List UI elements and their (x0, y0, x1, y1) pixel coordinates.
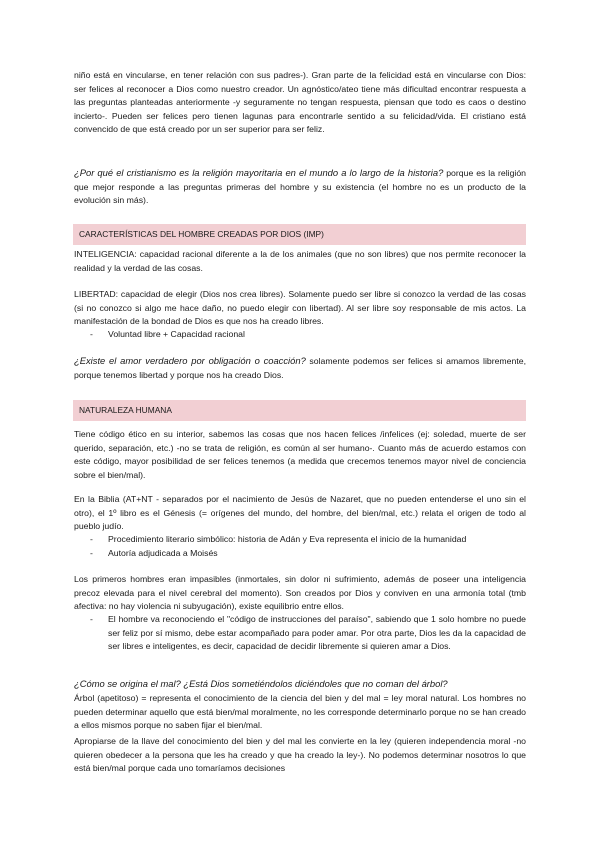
intro-paragraph: niño está en vincularse, en tener relación con sus padres-). Gran parte de la felicidad está en vincularse con Dios: ser felices al reconocer a Dios como nuestro creador. Un agnóstico/ateo tiene más dificultad encontrar respuesta a las preguntas planteadas anteriormente -y seguramente no tengan respuesta, piensan que todo es caos o destino incierto-. Pueden ser felices pero tienen lagunas para encontrarle sentido a su felicidad/vida. El cristiano está convencido de que está creado por un ser superior para ser feliz. (74, 70, 526, 135)
question-text: ¿Existe el amor verdadero por obligación o coacción? (74, 355, 306, 366)
list-item: - Autoría adjudicada a Moisés (74, 547, 526, 561)
bullet-list-1 (74, 328, 526, 342)
answer-text: porque es la religión que mejor responde a las preguntas primeras del hombre y su existencia (el hombre no es un producto de la evolución sin más). (74, 168, 526, 206)
list-item: - El hombre va reconociendo el "código de instrucciones del paraíso", sabiendo que 1 solo hombre no puede ser feliz por sí mismo, debe estar acompañado para poder amar. Por otra parte, Dios les da la capacidad de ser libres e inteligentes, es decir, capacidad de decidir libremente si quieren amar a Dios. (74, 613, 526, 654)
question-paragraph-2 (74, 354, 526, 382)
bullet-list-3 (74, 613, 526, 654)
question-heading-3: ¿Cómo se origina el mal? ¿Está Dios sometiéndolos diciéndoles que no coman del árbol? (74, 678, 448, 689)
question-paragraph-1 (74, 166, 526, 208)
bullet-list-2 (74, 533, 526, 560)
section-heading-caracteristicas: CARACTERÍSTICAS DEL HOMBRE CREADAS POR DIOS (IMP) (73, 224, 526, 245)
naturaleza-paragraph-1: Tiene código ético en su interior, sabemos las cosas que nos hacen felices /infelices (ej: soledad, muerte de ser querido, separación, etc.) -no se trata de religión, es común al ser humano-. Cuanto más de acuerdo estamos con este código, mayor posibilidad de ser felices tenemos (a medida que crecemos tenemos mayor nivel de conciencia sobre el bien/mal). (74, 429, 526, 480)
libertad-paragraph: LIBERTAD: capacidad de elegir (Dios nos crea libres). Solamente puedo ser libre si conozco la verdad de las cosas (si no conozco si algo me hace daño, no puedo elegir con libertad). Al ser libre soy responsable de mis actos. La manifestación de la bondad de Dios es que nos ha creado libres. (74, 289, 526, 327)
arbol-paragraph: Árbol (apetitoso) = representa el conocimiento de la ciencia del bien y del mal = ley moral natural. Los hombres no pueden determinar aquello que está bien/mal moralmente, no les corresponde determinarlo porque no se han creado a ellos mismos porque no saben fijar el bien/mal. (74, 693, 526, 731)
biblia-paragraph: En la Biblia (AT+NT - separados por el nacimiento de Jesús de Nazaret, que no pueden entenderse el uno sin el otro), el 1º libro es el Génesis (= orígenes del mundo, del hombre, del bien/mal, etc.) relata el origen de todo al pueblo judío. (74, 494, 526, 532)
llave-paragraph: Apropiarse de la llave del conocimiento del bien y del mal les convierte en la ley (quieren independencia moral -no quieren obedecer a la persona que les ha creado y que ha creado la ley-). No podemos determinar nosotros lo que está bien/mal porque cada uno tomaríamos decisiones (74, 736, 526, 774)
list-item: - Voluntad libre + Capacidad racional (74, 328, 526, 342)
inteligencia-paragraph: INTELIGENCIA: capacidad racional diferente a la de los animales (que no son libres) que nos permite reconocer la realidad y la verdad de las cosas. (74, 249, 526, 273)
section-heading-naturaleza: NATURALEZA HUMANA (73, 400, 526, 421)
question-text: ¿Por qué el cristianismo es la religión mayoritaria en el mundo a lo largo de la historia? (74, 167, 444, 178)
list-item: - Procedimiento literario simbólico: historia de Adán y Eva representa el inicio de la humanidad (74, 533, 526, 547)
primeros-hombres-paragraph: Los primeros hombres eran impasibles (inmortales, sin dolor ni sufrimiento, además de poseer una inteligencia precoz elevada para el nivel cerebral del momento). Son creados por Dios y conviven en una armonía total (tmb afectiva: no hay violencia ni subyugación), existe equilibrio entre ellos. (74, 574, 526, 612)
answer-text: solamente podemos ser felices si amamos libremente, porque tenemos libertad y porque nos ha creado Dios. (74, 356, 526, 380)
